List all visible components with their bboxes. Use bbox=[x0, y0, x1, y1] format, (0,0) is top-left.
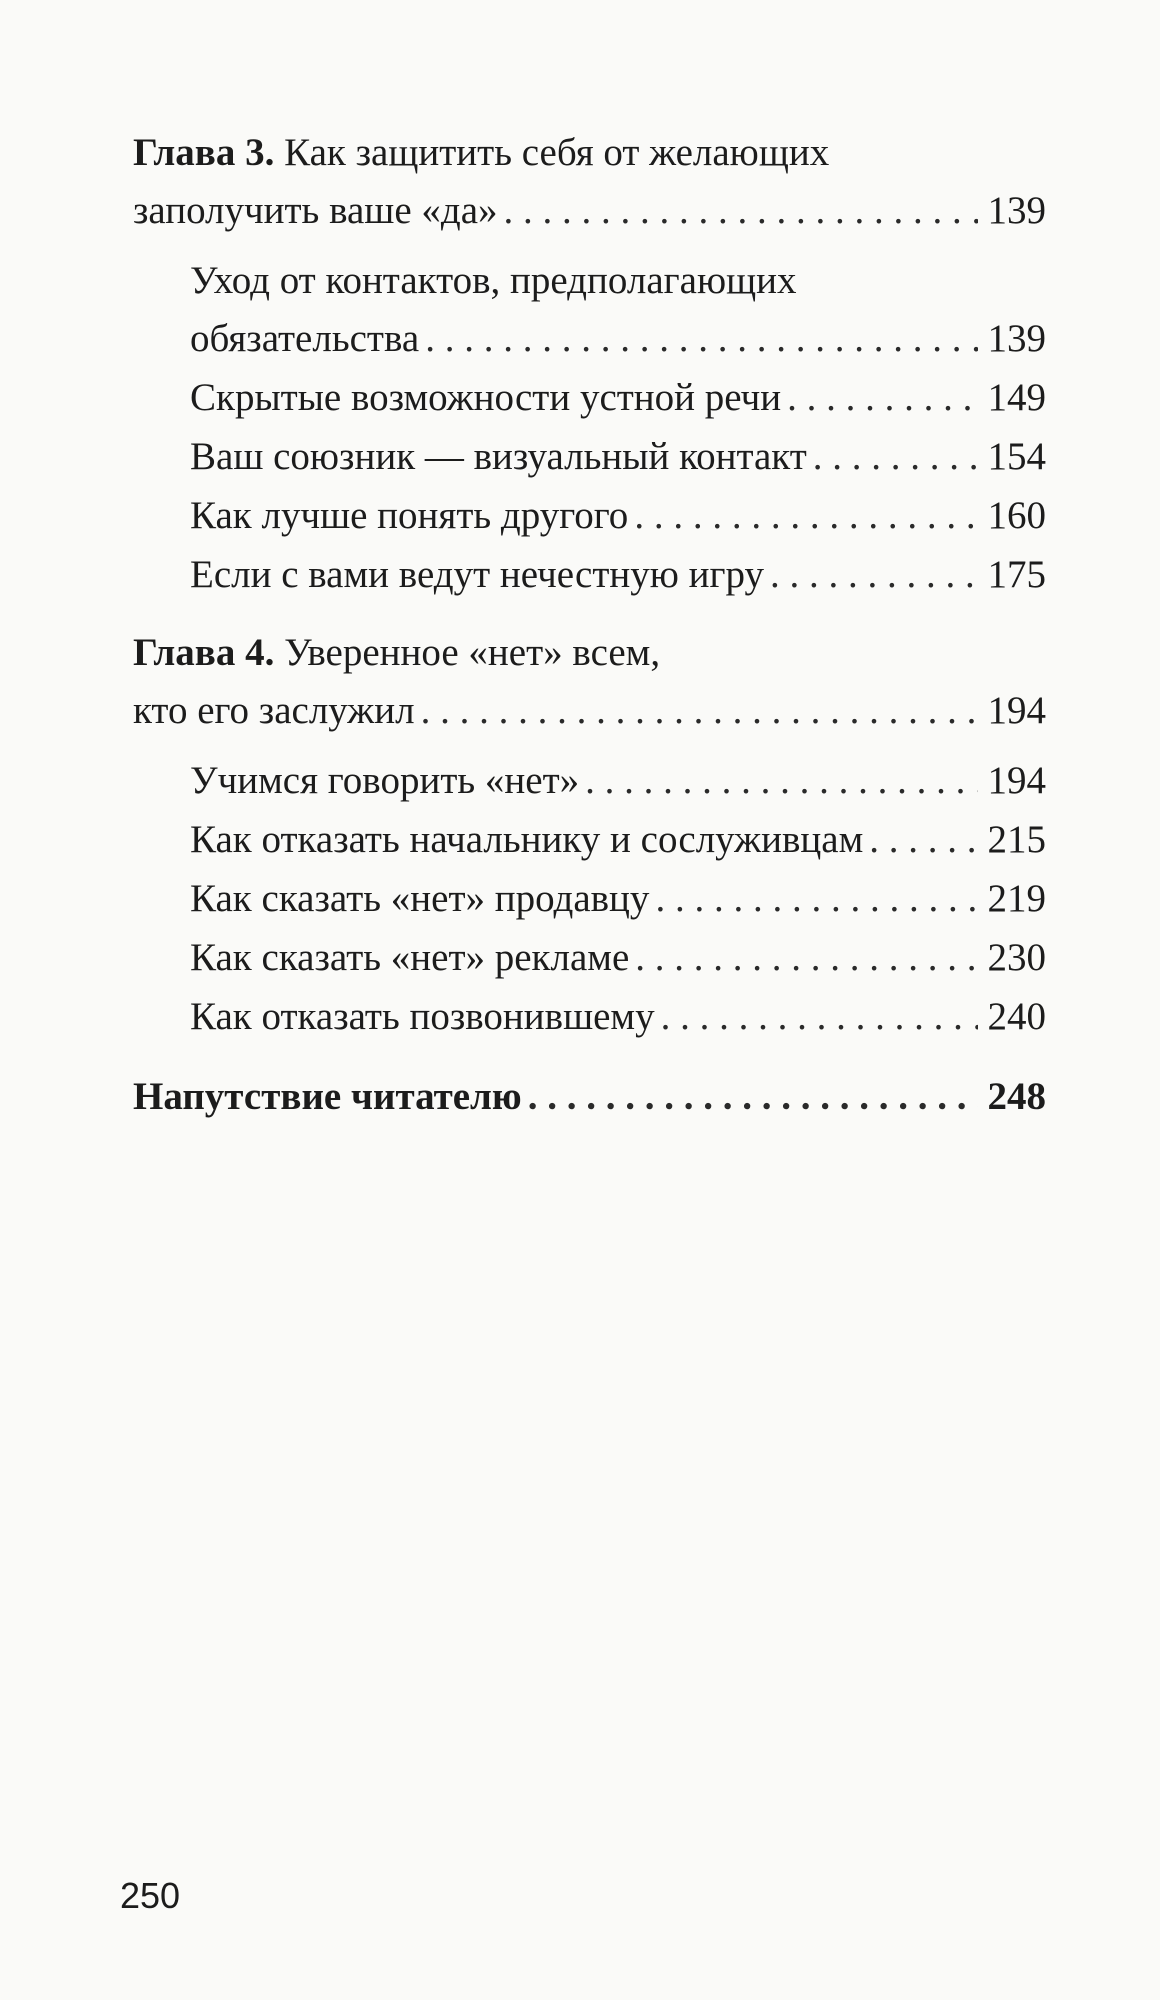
chapter-title-continued: кто его заслужил bbox=[133, 689, 415, 732]
chapter-title-line-1 bbox=[133, 124, 1046, 182]
page-number: 160 bbox=[987, 494, 1046, 537]
leader-dots bbox=[787, 369, 977, 427]
page-number: 194 bbox=[987, 689, 1046, 732]
page-number: 230 bbox=[987, 936, 1046, 979]
page-number: 149 bbox=[987, 376, 1046, 419]
toc-section bbox=[133, 428, 1046, 486]
section-line bbox=[190, 369, 1046, 427]
chapter-label: Глава 3. bbox=[133, 131, 275, 174]
section-title-continued: обязательства bbox=[190, 317, 420, 360]
chapter-title-line-2 bbox=[133, 182, 1046, 240]
section-line bbox=[190, 870, 1046, 928]
page-number: 248 bbox=[987, 1075, 1046, 1118]
chapter-heading bbox=[133, 624, 1046, 740]
leader-dots bbox=[813, 428, 978, 486]
section-line bbox=[190, 752, 1046, 810]
chapter-heading bbox=[133, 124, 1046, 240]
page-number: 219 bbox=[987, 877, 1046, 920]
page-number: 154 bbox=[987, 435, 1046, 478]
section-line bbox=[190, 929, 1046, 987]
leader-dots bbox=[504, 182, 978, 240]
leader-dots bbox=[869, 811, 977, 869]
section-title: Скрытые возможности устной речи bbox=[190, 376, 782, 419]
table-of-contents bbox=[133, 124, 1046, 1126]
toc-section bbox=[133, 870, 1046, 928]
page-number: 175 bbox=[987, 553, 1046, 596]
page-number: 139 bbox=[987, 317, 1046, 360]
section-title: Уход от контактов, предполагающих bbox=[190, 259, 797, 302]
toc-chapter-4 bbox=[133, 624, 1046, 1046]
section-title: Если с вами ведут нечестную игру bbox=[190, 553, 764, 596]
section-line bbox=[190, 487, 1046, 545]
leader-dots bbox=[634, 487, 977, 545]
section-line-2 bbox=[190, 310, 1046, 368]
section-line-1 bbox=[190, 252, 1046, 310]
toc-section bbox=[133, 752, 1046, 810]
leader-dots bbox=[770, 546, 978, 604]
section-line bbox=[190, 546, 1046, 604]
leader-dots bbox=[655, 870, 977, 928]
chapter-title: Как защитить себя от желающих bbox=[274, 131, 830, 174]
leader-dots bbox=[528, 1068, 978, 1126]
chapter-title: Уверенное «нет» всем, bbox=[274, 631, 661, 674]
section-title: Как лучше понять другого bbox=[190, 494, 629, 537]
toc-chapter-3 bbox=[133, 124, 1046, 604]
toc-final-entry bbox=[133, 1068, 1046, 1126]
section-title: Как отказать начальнику и сослуживцам bbox=[190, 818, 864, 861]
section-title: Учимся говорить «нет» bbox=[190, 759, 580, 802]
leader-dots bbox=[585, 752, 977, 810]
section-line bbox=[190, 428, 1046, 486]
toc-section bbox=[133, 252, 1046, 368]
toc-section bbox=[133, 487, 1046, 545]
section-title: Ваш союзник — визуальный контакт bbox=[190, 435, 807, 478]
section-line bbox=[190, 811, 1046, 869]
leader-dots bbox=[635, 929, 977, 987]
page-number: 139 bbox=[987, 189, 1046, 232]
chapter-title-continued: заполучить ваше «да» bbox=[133, 189, 498, 232]
page-number: 194 bbox=[987, 759, 1046, 802]
page-number: 240 bbox=[987, 995, 1046, 1038]
leader-dots bbox=[425, 310, 977, 368]
section-line bbox=[190, 988, 1046, 1046]
leader-dots bbox=[661, 988, 978, 1046]
leader-dots bbox=[421, 682, 978, 740]
toc-section bbox=[133, 546, 1046, 604]
chapter-title-line-2 bbox=[133, 682, 1046, 740]
section-title: Как сказать «нет» продавцу bbox=[190, 877, 650, 920]
section-title: Как сказать «нет» рекламе bbox=[190, 936, 630, 979]
page-number: 215 bbox=[987, 818, 1046, 861]
final-entry-title: Напутствие читателю bbox=[133, 1075, 522, 1118]
chapter-title-line-1 bbox=[133, 624, 1046, 682]
toc-section bbox=[133, 369, 1046, 427]
toc-section bbox=[133, 929, 1046, 987]
toc-section bbox=[133, 988, 1046, 1046]
toc-section bbox=[133, 811, 1046, 869]
section-title: Как отказать позвонившему bbox=[190, 995, 655, 1038]
page-folio-number: 250 bbox=[120, 1875, 181, 1916]
chapter-label: Глава 4. bbox=[133, 631, 275, 674]
